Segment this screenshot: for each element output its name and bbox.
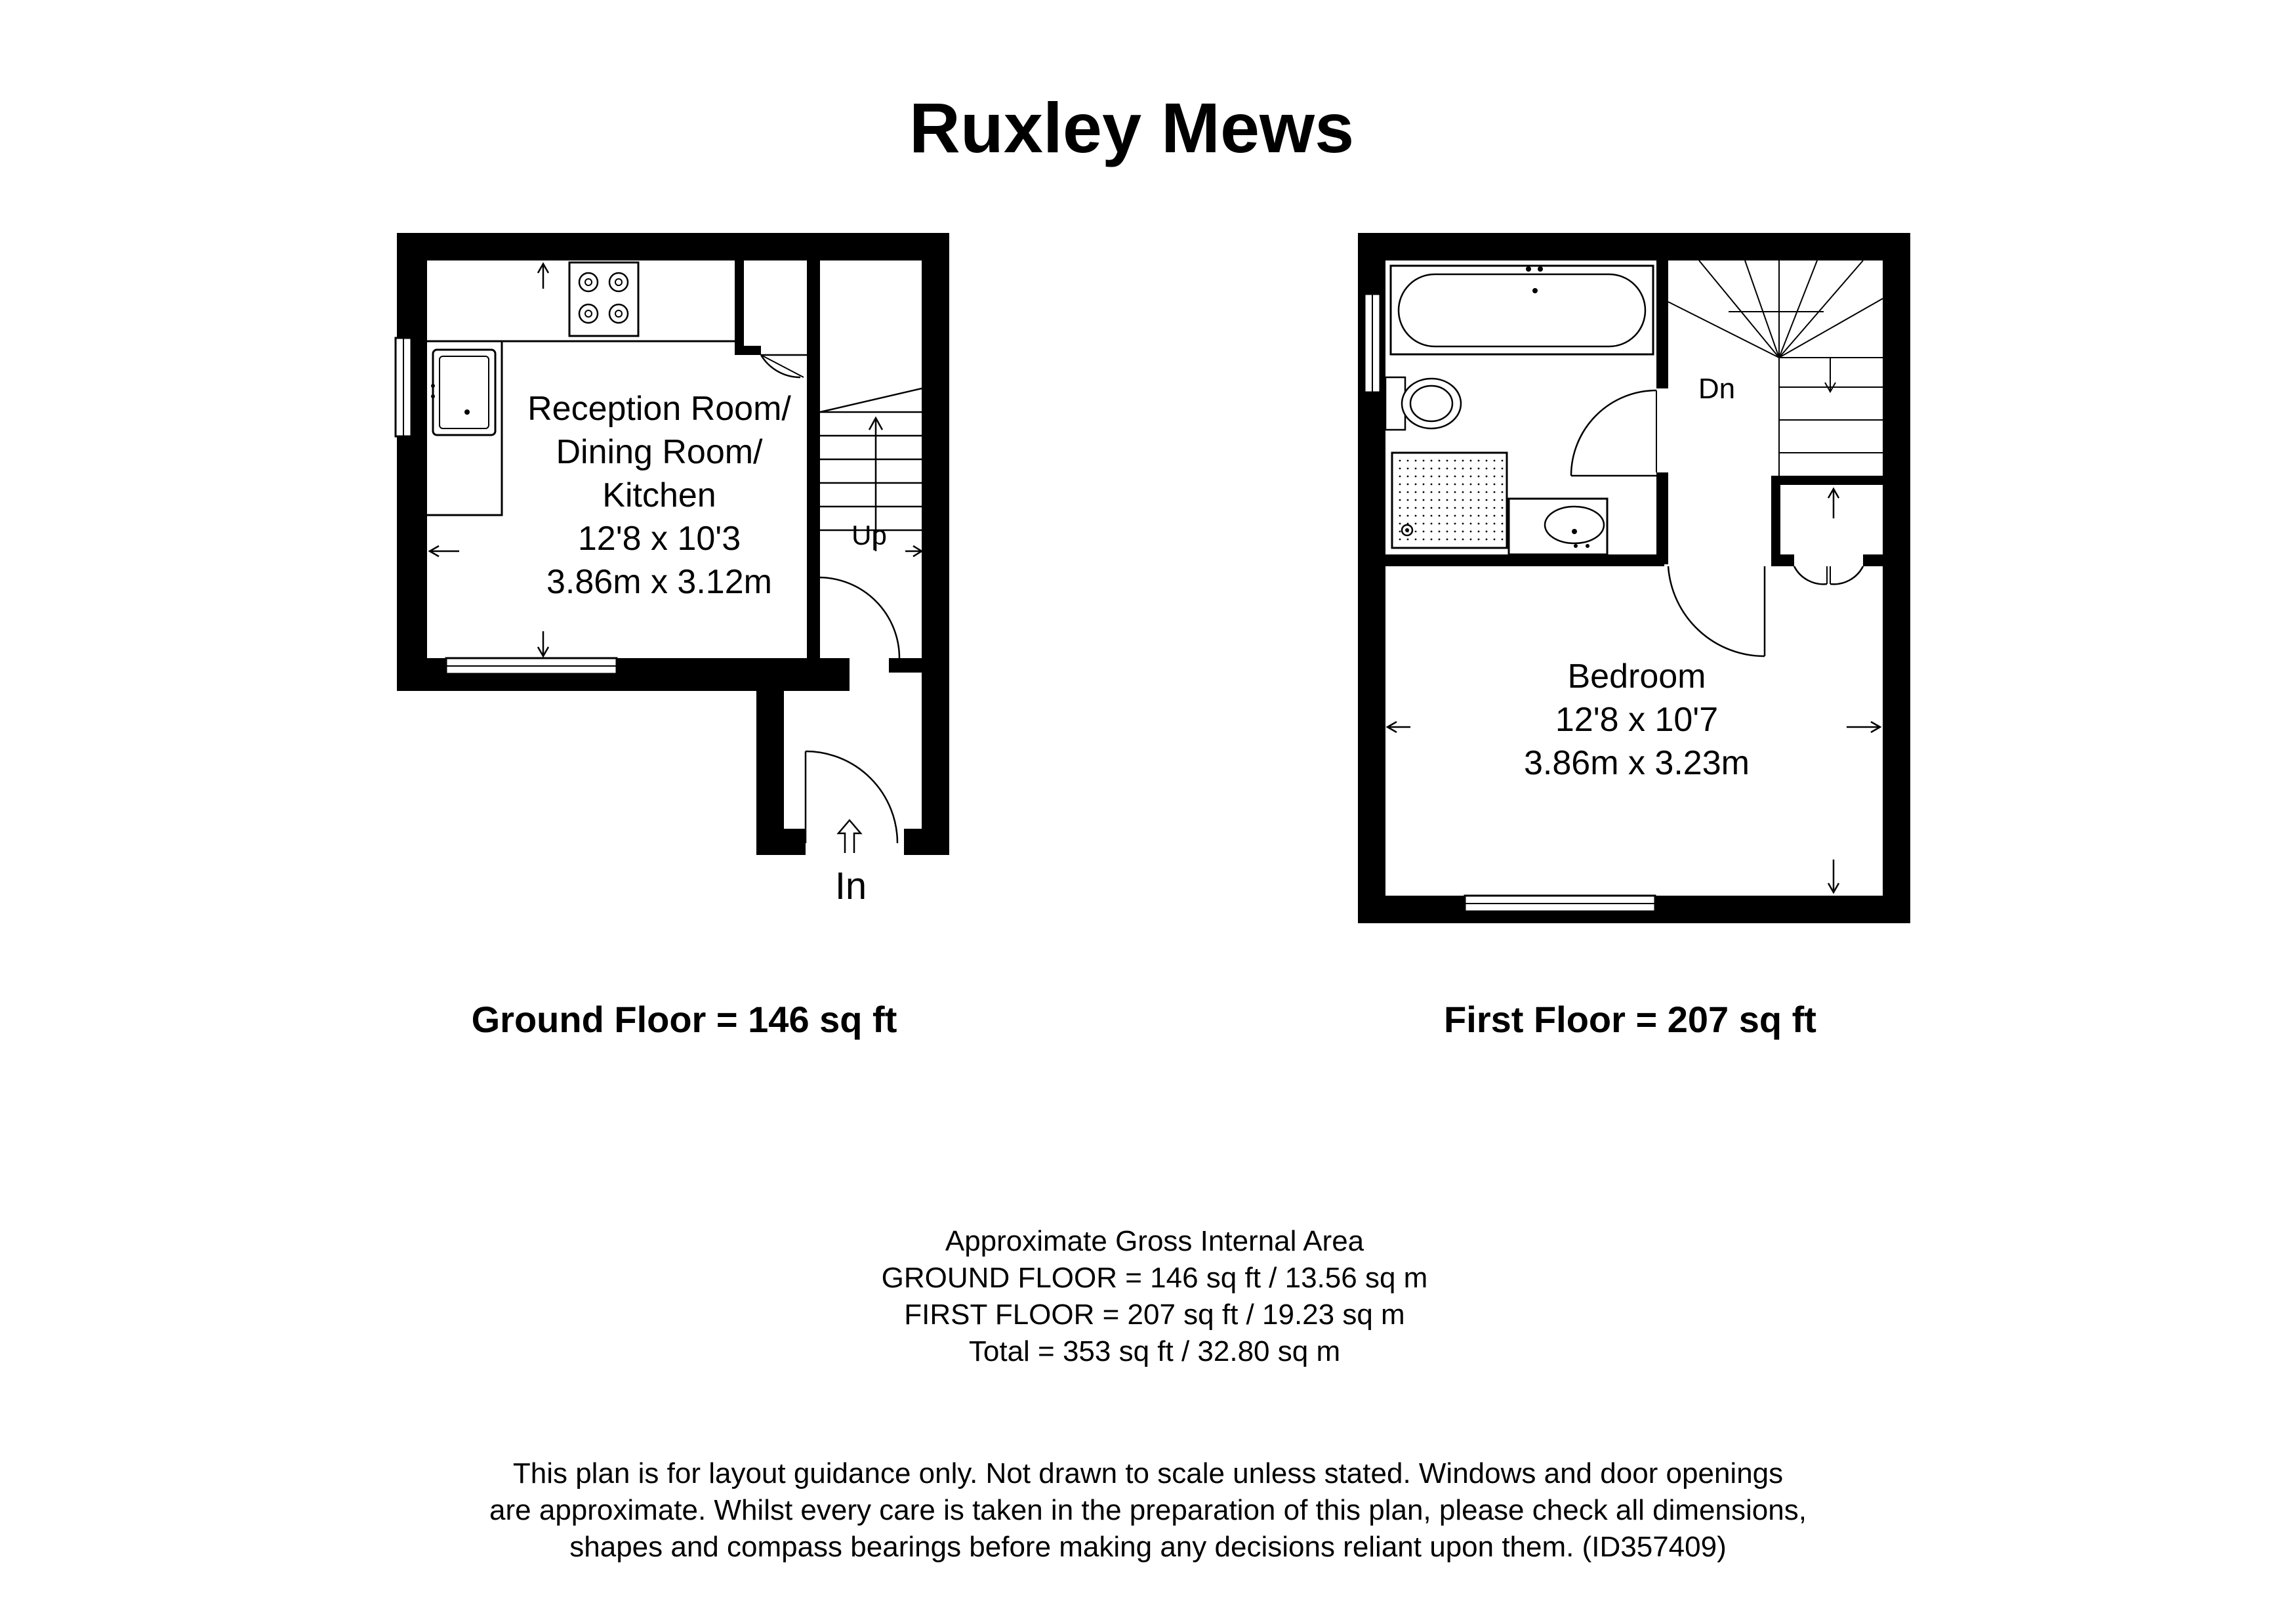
- bath-wall-bottom: [1385, 554, 1664, 566]
- room-name-line-3: Kitchen: [602, 476, 716, 514]
- entrance-label: In: [834, 865, 867, 907]
- sink-icon: [433, 350, 495, 435]
- gross-area-ground: GROUND FLOOR = 146 sq ft / 13.56 sq m: [881, 1262, 1428, 1294]
- bedroom-label: [1524, 657, 1750, 782]
- ground-dimension-arrows: [430, 264, 548, 656]
- gross-area-heading: Approximate Gross Internal Area: [945, 1225, 1364, 1257]
- cupboard-wall-bottom: [735, 346, 761, 355]
- staircase-down: [1668, 260, 1883, 476]
- bedroom-door: [1668, 566, 1765, 656]
- front-door: [806, 751, 897, 843]
- toilet-icon: [1385, 377, 1461, 430]
- bedroom-dim-metric: 3.86m x 3.23m: [1524, 744, 1750, 782]
- partition-stub-right: [889, 658, 949, 673]
- bath-partition-top: [1656, 260, 1668, 388]
- bathroom-door: [1571, 390, 1656, 476]
- first-floor-plan: [1358, 233, 1910, 923]
- partition-stub: [807, 658, 846, 673]
- entrance-arrow-icon: [838, 820, 861, 853]
- cupboard-wall: [735, 260, 744, 352]
- bathtub-icon: [1391, 266, 1653, 354]
- reception-room-label: [527, 390, 791, 601]
- ground-wall-top: [397, 233, 948, 260]
- shower-tray-icon: [1392, 453, 1507, 548]
- bath-partition-lower: [1656, 472, 1668, 564]
- ground-floor-caption: Ground Floor = 146 sq ft: [471, 999, 897, 1040]
- gross-area-total: Total = 353 sq ft / 32.80 sq m: [968, 1335, 1341, 1367]
- stair-down-label: Dn: [1698, 373, 1736, 405]
- first-floor-caption: First Floor = 207 sq ft: [1444, 999, 1816, 1040]
- first-wall-top: [1358, 233, 1910, 260]
- room-name-line-2: Dining Room/: [556, 433, 763, 471]
- cupboard-wall-left: [1771, 476, 1780, 566]
- room-dim-metric: 3.86m x 3.12m: [546, 563, 772, 601]
- disclaimer-line-3: shapes and compass bearings before making any decisions reliant upon them. (ID357409): [569, 1531, 1727, 1563]
- wardrobe-doors: [1794, 566, 1863, 584]
- ground-wall-right: [922, 233, 949, 666]
- room-name-line-1: Reception Room/: [527, 390, 791, 428]
- hall-door: [819, 577, 899, 658]
- plan-title: Ruxley Mews: [909, 88, 1355, 167]
- first-wall-right: [1883, 233, 1910, 923]
- disclaimer-block: [489, 1457, 1807, 1563]
- ground-floor-plan: [396, 233, 949, 907]
- bedroom-name: Bedroom: [1567, 657, 1706, 696]
- disclaimer-line-2: are approximate. Whilst every care is taken in the preparation of this plan, please check all dimensions,: [489, 1494, 1807, 1526]
- gross-area-first: FIRST FLOOR = 207 sq ft / 19.23 sq m: [904, 1299, 1405, 1331]
- cupboard-wall-top: [1771, 476, 1883, 485]
- gross-area-block: [882, 1225, 1428, 1367]
- disclaimer-line-1: This plan is for layout guidance only. Not drawn to scale unless stated. Windows and door openings: [512, 1457, 1784, 1489]
- hall-wall-right: [922, 666, 949, 855]
- hall-wall-left: [756, 658, 784, 855]
- ground-wall-left: [397, 233, 427, 691]
- basin-icon: [1509, 499, 1607, 554]
- hob-icon: [569, 262, 638, 336]
- stair-up-label: Up: [851, 520, 887, 551]
- hall-wall-bottom-left: [756, 829, 806, 855]
- bedroom-dim-imperial: 12'8 x 10'7: [1555, 701, 1719, 739]
- room-dim-imperial: 12'8 x 10'3: [577, 520, 741, 558]
